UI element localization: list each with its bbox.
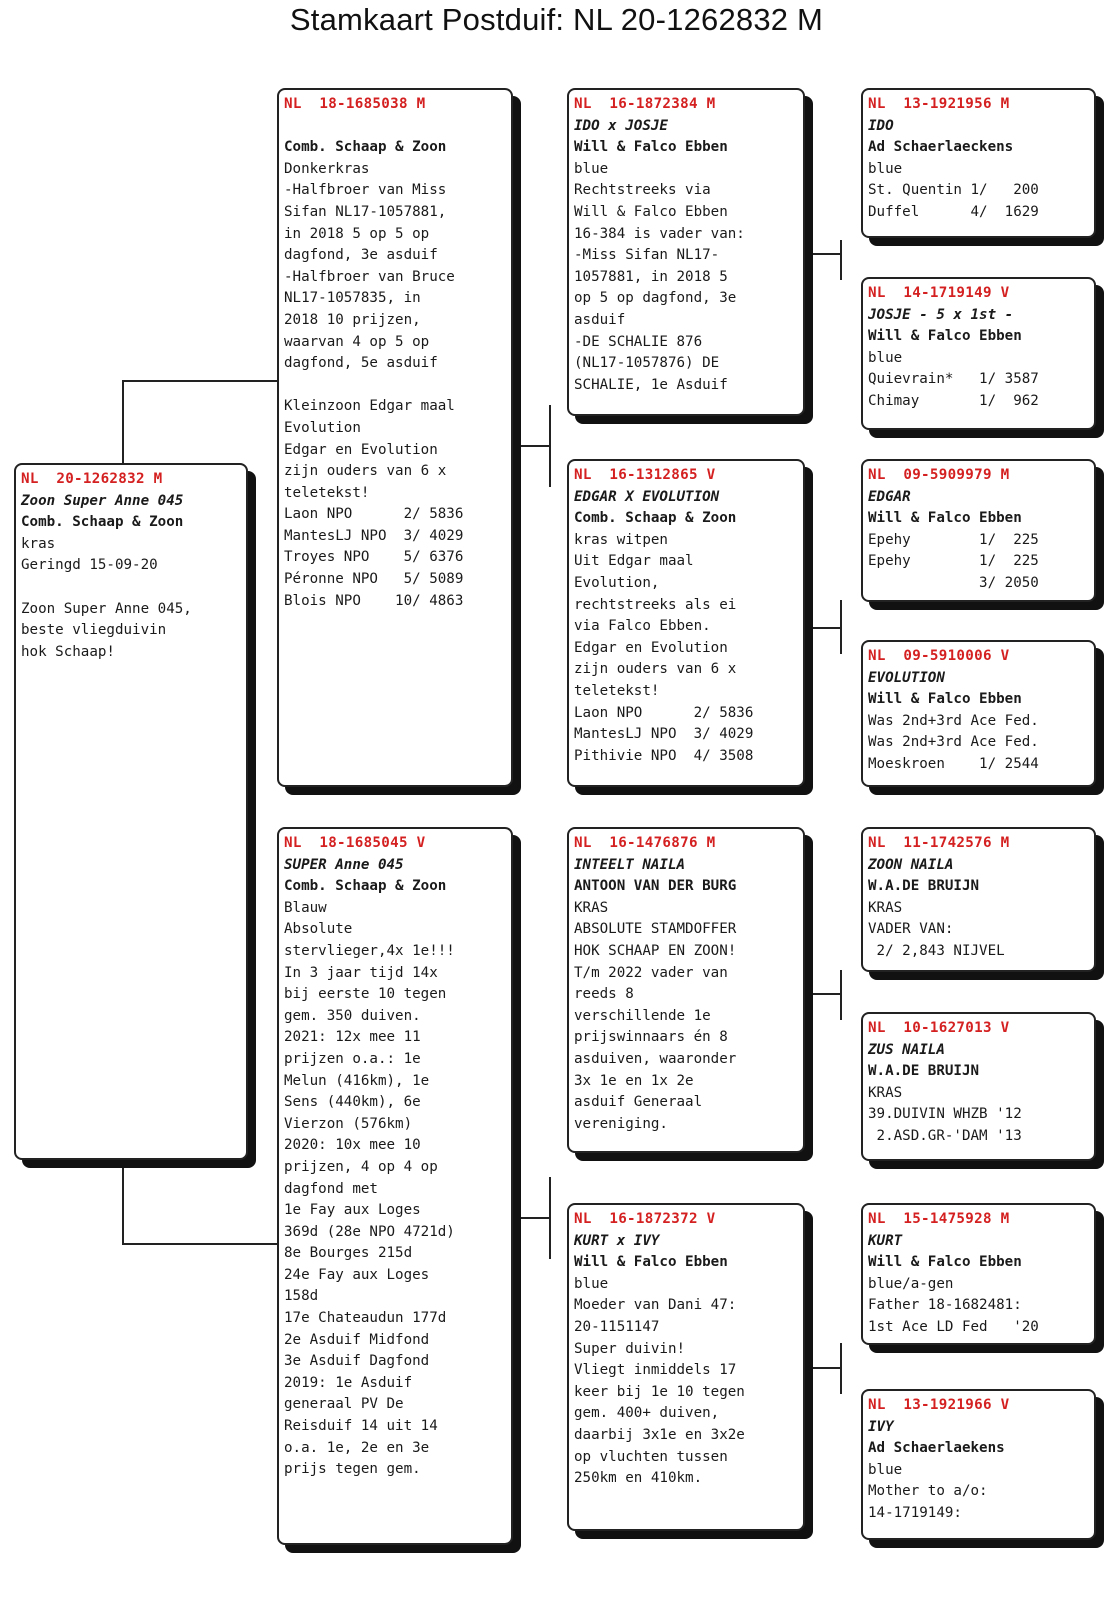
info-line: Evolution	[284, 419, 361, 436]
breeder-name: Ad Schaerlaekens	[868, 1440, 1005, 1457]
info-line: blue	[868, 160, 903, 177]
info-line: (NL17-1057876) DE	[574, 355, 720, 372]
info-line: Epehy 1/ 225	[868, 553, 1039, 570]
info-line: Laon NPO 2/ 5836	[574, 704, 754, 721]
breeder-name: Will & Falco Ebben	[868, 510, 1022, 527]
info-line: hok Schaap!	[21, 643, 115, 660]
info-line: 2.ASD.GR-'DAM '13	[868, 1127, 1022, 1144]
pigeon-card-ffm	[861, 277, 1096, 430]
info-line: kras witpen	[574, 531, 668, 548]
ring-number: NL 14-1719149 V	[868, 285, 1010, 301]
info-line: Absolute	[284, 921, 353, 938]
pigeon-card-fff	[861, 88, 1096, 238]
info-line: Was 2nd+3rd Ace Fed.	[868, 712, 1039, 729]
info-line: zijn ouders van 6 x	[284, 463, 447, 480]
pigeon-name: Zoon Super Anne 045	[21, 492, 184, 509]
info-line: Edgar en Evolution	[574, 639, 728, 656]
info-line: bij eerste 10 tegen	[284, 986, 447, 1003]
info-line: 14-1719149:	[868, 1504, 962, 1521]
connector-line	[807, 1367, 841, 1369]
info-line: 2e Asduif Midfond	[284, 1331, 430, 1348]
breeder-name: ANTOON VAN DER BURG	[574, 878, 737, 895]
pigeon-name: EVOLUTION	[868, 669, 945, 686]
info-line: NL17-1057835, in	[284, 290, 421, 307]
ring-number: NL 16-1872384 M	[574, 96, 716, 112]
page-title: Stamkaart Postduif: NL 20-1262832 M	[289, 2, 824, 37]
connector-line	[511, 445, 550, 447]
info-line: Vliegt inmiddels 17	[574, 1362, 737, 1379]
info-line: dagfond, 3e asduif	[284, 247, 438, 264]
pigeon-card-mm	[567, 1203, 805, 1531]
info-line: -Halfbroer van Bruce	[284, 268, 455, 285]
pigeon-card-subject	[14, 463, 248, 1160]
info-line: 2021: 12x mee 11	[284, 1029, 421, 1046]
info-line: dagfond met	[284, 1180, 378, 1197]
ring-number: NL 16-1476876 M	[574, 835, 716, 851]
info-line: vereniging.	[574, 1115, 668, 1132]
info-line: Moeder van Dani 47:	[574, 1297, 737, 1314]
info-line: Was 2nd+3rd Ace Fed.	[868, 734, 1039, 751]
info-line: prijs tegen gem.	[284, 1461, 421, 1478]
pigeon-card-father	[277, 88, 513, 787]
info-line: Melun (416km), 1e	[284, 1072, 430, 1089]
info-line: HOK SCHAAP EN ZOON!	[574, 942, 737, 959]
info-line: 24e Fay aux Loges	[284, 1266, 430, 1283]
info-line: Blois NPO 10/ 4863	[284, 592, 464, 609]
info-line: T/m 2022 vader van	[574, 964, 728, 981]
info-line: Blauw	[284, 899, 327, 916]
connector-line	[122, 380, 278, 382]
connector-line	[840, 1343, 842, 1394]
info-line: blue	[868, 349, 903, 366]
info-line: Will & Falco Ebben	[574, 203, 728, 220]
info-line: Laon NPO 2/ 5836	[284, 506, 464, 523]
connector-line	[840, 970, 842, 1020]
info-line: Moeskroen 1/ 2544	[868, 755, 1039, 772]
pigeon-name: INTEELT NAILA	[574, 856, 686, 873]
ring-number: NL 13-1921966 V	[868, 1397, 1010, 1413]
info-line: 369d (28e NPO 4721d)	[284, 1223, 455, 1240]
info-line: Vierzon (576km)	[284, 1115, 413, 1132]
ring-number: NL 13-1921956 M	[868, 96, 1010, 112]
info-line: Epehy 1/ 225	[868, 531, 1039, 548]
info-line: 2018 10 prijzen,	[284, 311, 421, 328]
ring-number: NL 16-1312865 V	[574, 467, 716, 483]
info-line: Chimay 1/ 962	[868, 392, 1039, 409]
ring-number: NL 16-1872372 V	[574, 1211, 716, 1227]
connector-line	[122, 1157, 124, 1244]
info-line: generaal PV De	[284, 1396, 404, 1413]
pigeon-card-mf	[567, 827, 805, 1153]
info-line: VADER VAN:	[868, 921, 954, 938]
connector-line	[840, 240, 842, 280]
connector-line	[807, 253, 841, 255]
info-line: -DE SCHALIE 876	[574, 333, 703, 350]
info-line: Sens (440km), 6e	[284, 1094, 421, 1111]
info-line: Zoon Super Anne 045,	[21, 600, 192, 617]
info-line: -Miss Sifan NL17-	[574, 247, 720, 264]
info-line: Péronne NPO 5/ 5089	[284, 571, 464, 588]
pigeon-name: EDGAR	[868, 488, 911, 505]
info-line: Uit Edgar maal	[574, 553, 694, 570]
breeder-name: Will & Falco Ebben	[868, 328, 1022, 345]
info-line: 3/ 2050	[868, 574, 1039, 591]
info-line: stervlieger,4x 1e!!!	[284, 942, 455, 959]
info-line: o.a. 1e, 2e en 3e	[284, 1439, 430, 1456]
ring-number: NL 09-5909979 M	[868, 467, 1010, 483]
info-line: keer bij 1e 10 tegen	[574, 1383, 745, 1400]
connector-line	[549, 405, 551, 487]
pigeon-name	[284, 116, 506, 138]
info-line: gem. 400+ duiven,	[574, 1405, 720, 1422]
pigeon-card-mff	[861, 827, 1096, 972]
info-line: asduif	[574, 311, 626, 328]
info-line: SCHALIE, 1e Asduif	[574, 376, 728, 393]
connector-line	[840, 600, 842, 654]
info-line: Father 18-1682481:	[868, 1297, 1022, 1314]
info-line: op 5 op dagfond, 3e	[574, 290, 737, 307]
connector-line	[511, 1217, 550, 1219]
info-line: Super duivin!	[574, 1340, 686, 1357]
info-line: 2019: 1e Asduif	[284, 1374, 413, 1391]
breeder-name: W.A.DE BRUIJN	[868, 878, 980, 895]
connector-line	[122, 380, 124, 466]
pigeon-card-mmf	[861, 1203, 1096, 1345]
info-line: 250km en 410km.	[574, 1470, 703, 1487]
pigeon-card-mmm	[861, 1389, 1096, 1540]
info-line: teletekst!	[284, 484, 370, 501]
info-line: verschillende 1e	[574, 1007, 711, 1024]
breeder-name: Comb. Schaap & Zoon	[21, 514, 184, 531]
info-line: 158d	[284, 1288, 319, 1305]
ring-number: NL 20-1262832 M	[21, 471, 163, 487]
pigeon-name: EDGAR X EVOLUTION	[574, 488, 720, 505]
info-line: in 2018 5 op 5 op	[284, 225, 430, 242]
breeder-name: Will & Falco Ebben	[574, 139, 728, 156]
info-line: Duffel 4/ 1629	[868, 203, 1039, 220]
info-line: Pithivie NPO 4/ 3508	[574, 747, 754, 764]
pigeon-name: KURT x IVY	[574, 1232, 660, 1249]
pigeon-name: ZOON NAILA	[868, 856, 954, 873]
info-line: Kleinzoon Edgar maal	[284, 398, 455, 415]
pigeon-card-ff	[567, 88, 805, 416]
breeder-name: Comb. Schaap & Zoon	[574, 510, 737, 527]
info-line: In 3 jaar tijd 14x	[284, 964, 438, 981]
info-line: waarvan 4 op 5 op	[284, 333, 430, 350]
info-line: via Falco Ebben.	[574, 618, 711, 635]
info-line: St. Quentin 1/ 200	[868, 182, 1039, 199]
pigeon-name: IDO x JOSJE	[574, 117, 668, 134]
pigeon-name: JOSJE - 5 x 1st -	[868, 306, 1014, 323]
ring-number: NL 11-1742576 M	[868, 835, 1010, 851]
info-line: daarbij 3x1e en 3x2e	[574, 1426, 745, 1443]
connector-line	[807, 993, 841, 995]
info-line	[284, 375, 506, 397]
info-line: Quievrain* 1/ 3587	[868, 371, 1039, 388]
breeder-name: Will & Falco Ebben	[574, 1254, 728, 1271]
pigeon-name: IDO	[868, 117, 894, 134]
breeder-name: Ad Schaerlaeckens	[868, 139, 1014, 156]
ring-number: NL 18-1685045 V	[284, 835, 426, 851]
ring-number: NL 09-5910006 V	[868, 648, 1010, 664]
info-line: op vluchten tussen	[574, 1448, 728, 1465]
info-line: dagfond, 5e asduif	[284, 355, 438, 372]
info-line: 3x 1e en 1x 2e	[574, 1072, 694, 1089]
info-line: 2020: 10x mee 10	[284, 1137, 421, 1154]
info-line: 39.DUIVIN WHZB '12	[868, 1106, 1022, 1123]
info-line: blue/a-gen	[868, 1275, 954, 1292]
info-line: prijzen, 4 op 4 op	[284, 1158, 438, 1175]
info-line: gem. 350 duiven.	[284, 1007, 421, 1024]
info-line: asduif Generaal	[574, 1094, 703, 1111]
info-line: 17e Chateaudun 177d	[284, 1310, 447, 1327]
info-line: -Halfbroer van Miss	[284, 182, 447, 199]
info-line: teletekst!	[574, 682, 660, 699]
ring-number: NL 18-1685038 M	[284, 96, 426, 112]
info-line: 16-384 is vader van:	[574, 225, 745, 242]
ring-number: NL 15-1475928 M	[868, 1211, 1010, 1227]
info-line: Mother to a/o:	[868, 1483, 988, 1500]
info-line: asduiven, waaronder	[574, 1050, 737, 1067]
info-line: 1st Ace LD Fed '20	[868, 1318, 1039, 1335]
info-line: 20-1151147	[574, 1318, 660, 1335]
pigeon-card-fm	[567, 459, 805, 787]
breeder-name: Comb. Schaap & Zoon	[284, 878, 447, 895]
pigeon-name: KURT	[868, 1232, 903, 1249]
info-line: reeds 8	[574, 986, 634, 1003]
info-line: MantesLJ NPO 3/ 4029	[574, 726, 754, 743]
breeder-name: Will & Falco Ebben	[868, 691, 1022, 708]
info-line: Sifan NL17-1057881,	[284, 203, 447, 220]
info-line: Reisduif 14 uit 14	[284, 1418, 438, 1435]
info-line: 8e Bourges 215d	[284, 1245, 413, 1262]
info-line: blue	[868, 1461, 903, 1478]
info-line: ABSOLUTE STAMDOFFER	[574, 921, 737, 938]
info-line: KRAS	[574, 899, 609, 916]
info-line: Donkerkras	[284, 160, 370, 177]
info-line: prijswinnaars én 8	[574, 1029, 728, 1046]
info-line: MantesLJ NPO 3/ 4029	[284, 527, 464, 544]
info-line: blue	[574, 1275, 609, 1292]
info-line: 1e Fay aux Loges	[284, 1202, 421, 1219]
pigeon-card-mfm	[861, 1012, 1096, 1161]
info-line: KRAS	[868, 899, 903, 916]
connector-line	[122, 1243, 278, 1245]
pigeon-card-mother	[277, 827, 513, 1545]
info-line: KRAS	[868, 1084, 903, 1101]
info-line: rechtstreeks als ei	[574, 596, 737, 613]
breeder-name: Comb. Schaap & Zoon	[284, 139, 447, 156]
info-line: zijn ouders van 6 x	[574, 661, 737, 678]
info-line: Edgar en Evolution	[284, 441, 438, 458]
info-line: Rechtstreeks via	[574, 182, 711, 199]
info-line: 3e Asduif Dagfond	[284, 1353, 430, 1370]
info-line: 1057881, in 2018 5	[574, 268, 728, 285]
info-line: Evolution,	[574, 574, 660, 591]
breeder-name: Will & Falco Ebben	[868, 1254, 1022, 1271]
breeder-name: W.A.DE BRUIJN	[868, 1063, 980, 1080]
connector-line	[807, 627, 841, 629]
info-line: prijzen o.a.: 1e	[284, 1050, 421, 1067]
pigeon-name: SUPER Anne 045	[284, 856, 404, 873]
info-line: Geringd 15-09-20	[21, 557, 158, 574]
info-line: Troyes NPO 5/ 6376	[284, 549, 464, 566]
info-line: beste vliegduivin	[21, 622, 167, 639]
pigeon-name: ZUS NAILA	[868, 1041, 945, 1058]
pigeon-card-fmf	[861, 459, 1096, 602]
ring-number: NL 10-1627013 V	[868, 1020, 1010, 1036]
info-line: kras	[21, 535, 56, 552]
info-line: blue	[574, 160, 609, 177]
pigeon-card-fmm	[861, 640, 1096, 787]
pigeon-name: IVY	[868, 1418, 894, 1435]
info-line	[21, 577, 241, 599]
info-line: 2/ 2,843 NIJVEL	[868, 942, 1005, 959]
